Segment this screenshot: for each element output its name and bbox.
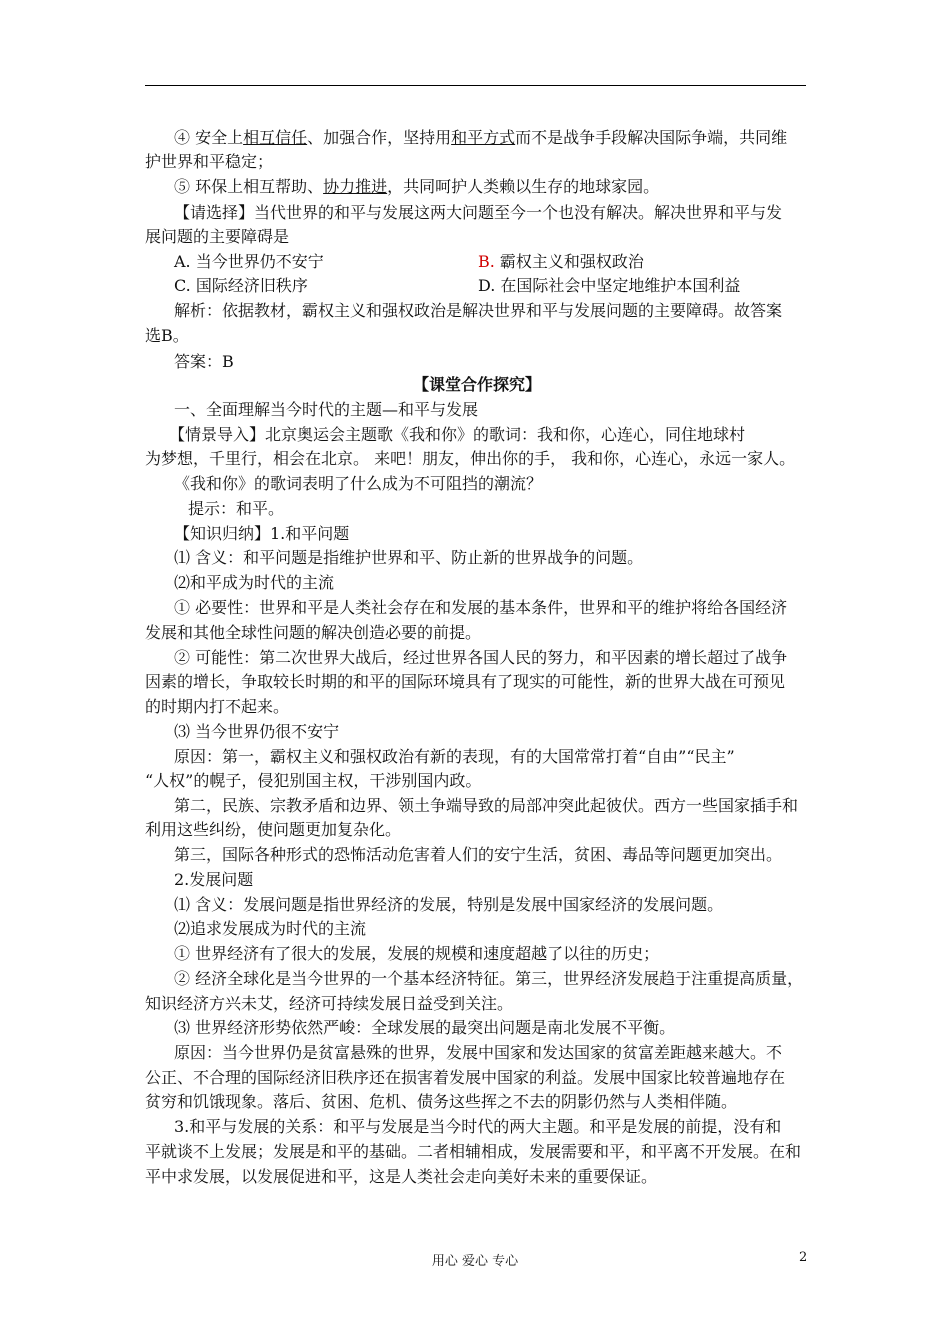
gap-reason-cont-2: 贫穷和饥饿现象。落后、贫困、危机、债务这些挥之不去的阴影仍然与人类相伴随。 xyxy=(145,1092,738,1111)
economy-severe: ⑶ 世界经济形势依然严峻：全球发展的最突出问题是南北发展不平衡。 xyxy=(174,1018,676,1037)
development-definition: ⑴ 含义：发展问题是指世界经济的发展，特别是发展中国家经济的发展问题。 xyxy=(174,895,724,914)
reason-three: 第三，国际各种形式的恐怖活动危害着人们的安宁生活，贫困、毒品等问题更加突出。 xyxy=(174,845,783,864)
necessity-cont: 发展和其他全球性问题的解决创造必要的前提。 xyxy=(145,623,482,642)
analysis-cont: 选B。 xyxy=(145,326,189,345)
analysis: 解析：依据教材，霸权主义和强权政治是解决世界和平与发展问题的主要障碍。故答案 xyxy=(174,301,783,320)
economy-growth: ① 世界经济有了很大的发展，发展的规模和速度超越了以往的历史； xyxy=(174,944,660,963)
question-prompt-cont: 展问题的主要障碍是 xyxy=(145,227,290,246)
knowledge-title: 【知识归纳】1.和平问题 xyxy=(174,524,350,543)
development-title: 2.发展问题 xyxy=(174,870,254,889)
necessity: ① 必要性：世界和平是人类社会存在和发展的基本条件，世界和平的维护将给各国经济 xyxy=(174,598,788,617)
relationship-cont-1: 平就谈不上发展；发展是和平的基础。二者相辅相成，发展需要和平，和平离不开发展。在和 xyxy=(145,1142,802,1161)
option-b: B. 霸权主义和强权政治 xyxy=(478,252,644,271)
gap-reason-cont-1: 公正、不合理的国际经济旧秩序还在损害着发展中国家的利益。发展中国家比较普遍地存在 xyxy=(145,1068,786,1087)
section-title: 一、全面理解当今时代的主题—和平与发展 xyxy=(174,400,479,419)
peace-mainstream: ⑵和平成为时代的主流 xyxy=(174,573,335,592)
scenario-intro-cont: 为梦想，千里行，相会在北京。 来吧！朋友，伸出你的手， 我和你，心连心，永远一家人。 xyxy=(145,449,796,468)
development-mainstream: ⑵追求发展成为时代的主流 xyxy=(174,919,367,938)
footer-text: 用心 爱心 专心 xyxy=(431,1254,519,1269)
section-heading: 【课堂合作探究】 xyxy=(412,375,541,394)
reason-one-cont: “人权”的幌子，侵犯别国主权，干涉别国内政。 xyxy=(145,771,482,790)
gap-reason: 原因：当今世界仍是贫富悬殊的世界，发展中国家和发达国家的贫富差距越来越大。不 xyxy=(174,1043,783,1062)
paragraph-security: ④ 安全上相互信任、加强合作，坚持用和平方式而不是战争手段解决国际争端，共同维 xyxy=(174,128,788,147)
relationship-cont-2: 平中求发展，以发展促进和平，这是人类社会走向美好未来的重要保证。 xyxy=(145,1167,658,1186)
hint: 提示：和平。 xyxy=(188,499,285,518)
relationship: 3.和平与发展的关系：和平与发展是当今时代的两大主题。和平是发展的前提，没有和 xyxy=(174,1117,782,1136)
globalization-cont: 知识经济方兴未艾，经济可持续发展日益受到关注。 xyxy=(145,994,514,1013)
paragraph-security-cont: 护世界和平稳定； xyxy=(145,152,274,171)
possibility-cont-2: 的时期内打不起来。 xyxy=(145,697,290,716)
paragraph-environment: ⑤ 环保上相互帮助、协力推进，共同呵护人类赖以生存的地球家园。 xyxy=(174,177,660,196)
reason-one: 原因：第一，霸权主义和强权政治有新的表现，有的大国常常打着“自由”“民主” xyxy=(174,747,735,766)
globalization: ② 经济全球化是当今世界的一个基本经济特征。第三，世界经济发展趋于注重提高质量， xyxy=(174,969,804,988)
header-rule xyxy=(145,85,806,86)
possibility-cont-1: 因素的增长，争取较长时期的和平的国际环境具有了现实的可能性，新的世界大战在可预见 xyxy=(145,672,786,691)
answer: 答案：B xyxy=(174,352,234,371)
option-a: A. 当今世界仍不安宁 xyxy=(174,252,324,271)
option-d: D. 在国际社会中坚定地维护本国利益 xyxy=(478,276,741,295)
page-number: 2 xyxy=(799,1250,808,1265)
world-unsettled: ⑶ 当今世界仍很不安宁 xyxy=(174,722,340,741)
scenario-question: 《我和你》的歌词表明了什么成为不可阻挡的潮流？ xyxy=(174,474,543,493)
possibility: ② 可能性：第二次世界大战后，经过世界各国人民的努力，和平因素的增长超过了战争 xyxy=(174,648,788,667)
reason-two: 第二，民族、宗教矛盾和边界、领土争端导致的局部冲突此起彼伏。西方一些国家插手和 xyxy=(174,796,799,815)
peace-definition: ⑴ 含义：和平问题是指维护世界和平、防止新的世界战争的问题。 xyxy=(174,548,644,567)
reason-two-cont: 利用这些纠纷，使问题更加复杂化。 xyxy=(145,820,402,839)
option-c: C. 国际经济旧秩序 xyxy=(174,276,308,295)
question-prompt: 【请选择】当代世界的和平与发展这两大问题至今一个也没有解决。解决世界和平与发 xyxy=(174,203,783,222)
scenario-intro: 【情景导入】北京奥运会主题歌《我和你》的歌词：我和你，心连心，同住地球村 xyxy=(169,425,746,444)
